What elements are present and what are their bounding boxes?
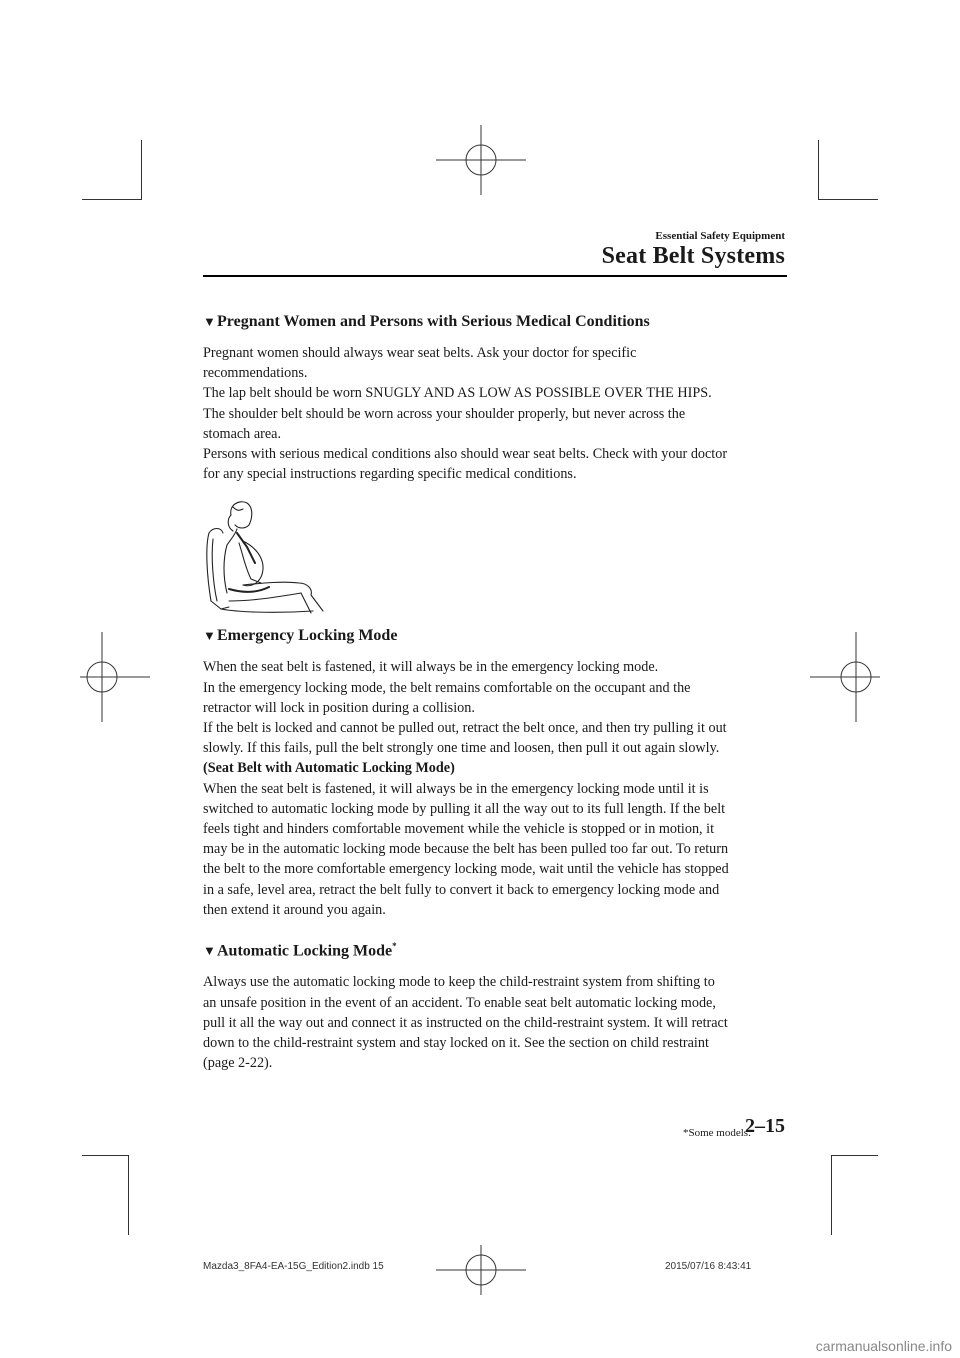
paragraph-line: retractor will lock in position during a collision. <box>203 699 475 716</box>
paragraph-line: When the seat belt is fastened, it will always be in the emergency locking mode until it is <box>203 780 709 797</box>
paragraph-line: (page 2-22). <box>203 1055 273 1072</box>
paragraph-line: feels tight and hinders comfortable movement while the vehicle is stopped or in motion, it <box>203 821 715 838</box>
crop-mark <box>831 1155 832 1235</box>
paragraph-line: switched to automatic locking mode by pulling it all the way out to its full length. If the belt <box>203 800 726 817</box>
some-models-mark: * <box>392 941 397 952</box>
paragraph-line: Pregnant women should always wear seat belts. Ask your doctor for specific <box>203 345 637 361</box>
page-content <box>203 310 787 1073</box>
footer-note: *Some models. <box>683 1127 751 1139</box>
paragraph-line: Always use the automatic locking mode to keep the child-restraint system from shifting to <box>203 974 715 991</box>
registration-mark-icon <box>436 125 526 195</box>
paragraph-line: recommendations. <box>203 365 308 382</box>
crop-mark <box>128 1155 129 1235</box>
down-triangle-icon: ▼ <box>203 943 216 959</box>
registration-mark-icon <box>436 1245 526 1295</box>
crop-mark <box>818 199 878 200</box>
section-heading-automatic: ▼Automatic Locking Mode* <box>203 934 787 963</box>
down-triangle-icon: ▼ <box>203 314 216 329</box>
print-filename: Mazda3_8FA4-EA-15G_Edition2.indb 15 <box>203 1261 384 1272</box>
crop-mark <box>82 199 142 200</box>
paragraph-line: in a safe, level area, retract the belt fully to convert it back to emergency locking mode and <box>203 881 720 898</box>
crop-mark <box>818 140 819 200</box>
watermark: carmanualsonline.info <box>815 1338 952 1354</box>
paragraph-line: The shoulder belt should be worn across your shoulder properly, but never across the <box>203 405 686 422</box>
print-timestamp: 2015/07/16 8:43:41 <box>665 1261 752 1272</box>
page-number: 2–15 <box>745 1115 785 1137</box>
paragraph-line: The lap belt should be worn SNUGLY AND AS LOW AS POSSIBLE OVER THE HIPS. <box>203 385 712 402</box>
section-heading-emergency: ▼Emergency Locking Mode <box>203 624 787 648</box>
header-category: Essential Safety Equipment <box>655 230 785 242</box>
paragraph-line: If the belt is locked and cannot be pulled out, retract the belt once, and then try pulling it out <box>203 720 727 737</box>
crop-mark <box>82 1155 129 1156</box>
paragraph-line: Persons with serious medical conditions also should wear seat belts. Check with your doctor <box>203 446 728 463</box>
paragraph-line: down to the child-restraint system and stay locked on it. See the section on child restraint <box>203 1035 709 1051</box>
crop-mark <box>831 1155 878 1156</box>
crop-mark <box>141 140 142 200</box>
paragraph-line: In the emergency locking mode, the belt remains comfortable on the occupant and the <box>203 679 691 696</box>
paragraph-line: for any special instructions regarding specific medical conditions. <box>203 466 577 483</box>
header-rule <box>203 275 787 277</box>
paragraph-line: the belt to the more comfortable emergency locking mode, wait until the vehicle has stopped <box>203 861 729 878</box>
paragraph-line: may be in the automatic locking mode because the belt has been pulled too far out. To return <box>203 841 729 858</box>
subheading: (Seat Belt with Automatic Locking Mode) <box>203 760 455 777</box>
paragraph-line: an unsafe position in the event of an accident. To enable seat belt automatic locking mode, <box>203 994 716 1011</box>
paragraph-line: then extend it around you again. <box>203 901 386 918</box>
paragraph-line: stomach area. <box>203 425 281 442</box>
paragraph-line: When the seat belt is fastened, it will always be in the emergency locking mode. <box>203 659 659 676</box>
pregnant-woman-seat-belt-icon <box>203 497 333 617</box>
section-heading-pregnant: ▼Pregnant Women and Persons with Serious Medical Conditions <box>203 310 787 334</box>
paragraph-line: pull it all the way out and connect it as instructed on the child-restraint system. It will retract <box>203 1014 728 1031</box>
paragraph-line: slowly. If this fails, pull the belt strongly one time and loosen, then pull it out again slowly. <box>203 740 720 757</box>
page-title: Seat Belt Systems <box>601 243 785 269</box>
down-triangle-icon: ▼ <box>203 628 216 644</box>
registration-mark-icon <box>80 632 150 722</box>
registration-mark-icon <box>810 632 880 722</box>
